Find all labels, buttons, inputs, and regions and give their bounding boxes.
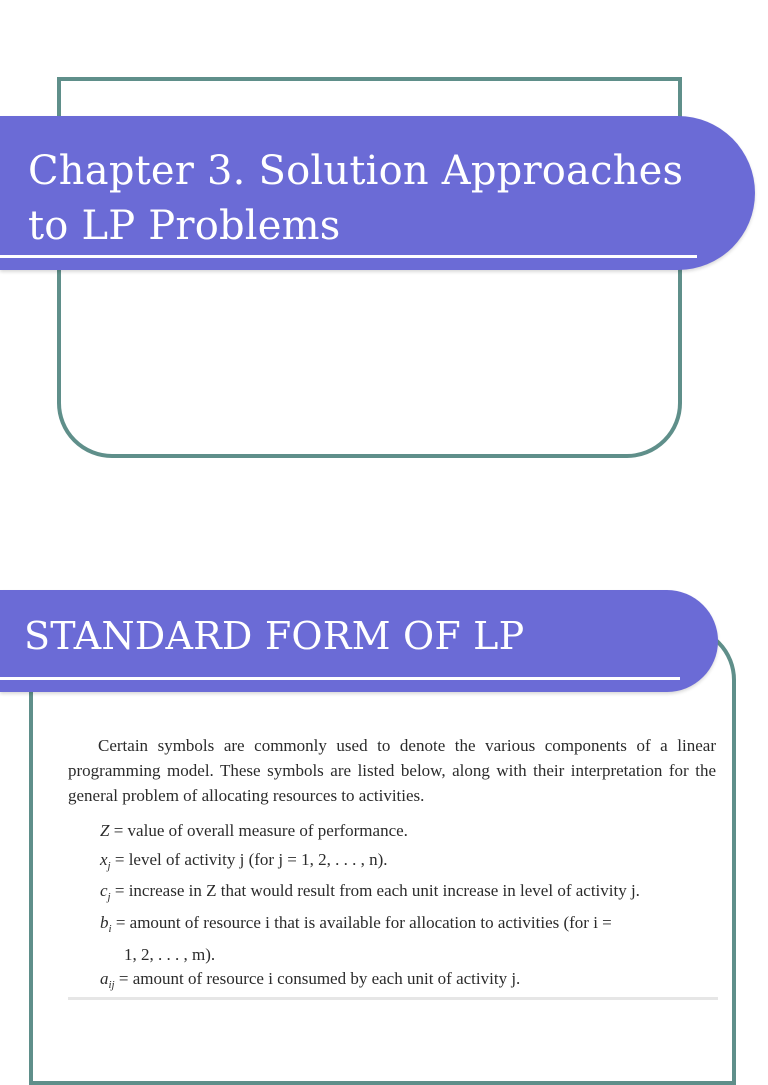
cut-off-text-line <box>68 997 718 1000</box>
slide-1-title-line-2: to LP Problems <box>28 203 341 249</box>
definition-symbol: c <box>100 881 108 900</box>
slide-1-title-underline <box>0 255 697 258</box>
definition-symbol: x <box>100 850 108 869</box>
definition-symbol: Z <box>100 821 110 840</box>
intro-paragraph: Certain symbols are commonly used to denote the various components of a linear programming model. These symbols are listed below, along with their interpretation for the general problem of allocating resources to activities. <box>68 736 716 805</box>
definition-text: = increase in Z that would result from each unit increase in level of activity j. <box>110 881 640 900</box>
definition-b <box>100 910 720 967</box>
slide-2-title-underline <box>0 677 680 680</box>
definition-continuation: 1, 2, . . . , m). <box>124 945 216 964</box>
definition-text: = level of activity j (for j = 1, 2, . . . , n). <box>110 850 388 869</box>
definition-subscript: j <box>107 891 111 903</box>
definition-subscript: ij <box>108 979 115 991</box>
definition-text: = value of overall measure of performance. <box>109 821 408 840</box>
definition-symbol: a <box>100 969 109 988</box>
definition-text: = amount of resource i consumed by each unit of activity j. <box>114 969 521 988</box>
slide-1-title-bar <box>0 116 755 270</box>
definition-subscript: i <box>108 923 112 935</box>
definition-z <box>100 818 720 850</box>
definition-text: = amount of resource i that is available for allocation to activities (for i = <box>111 913 612 932</box>
definition-c <box>100 878 720 910</box>
definition-a <box>100 966 720 998</box>
slide-2-title: STANDARD FORM OF LP <box>24 614 525 658</box>
definition-x <box>100 847 720 879</box>
definition-subscript: j <box>107 860 111 872</box>
slide-1-title-line-1: Chapter 3. Solution Approaches <box>28 148 684 194</box>
definition-symbol: b <box>100 913 109 932</box>
